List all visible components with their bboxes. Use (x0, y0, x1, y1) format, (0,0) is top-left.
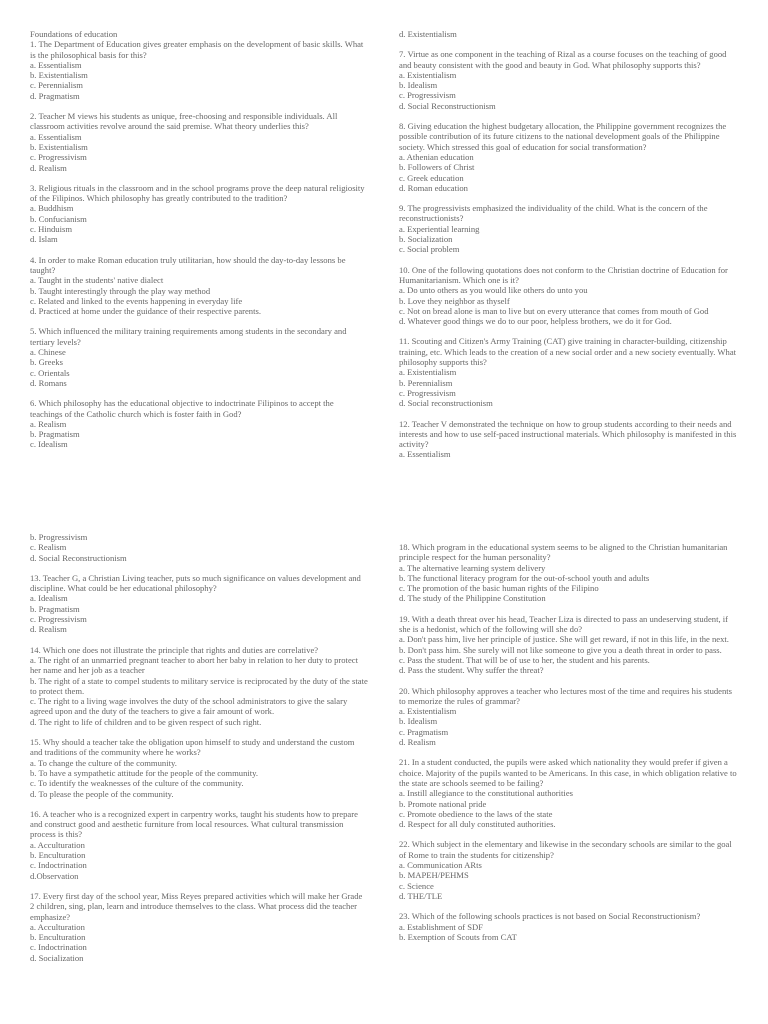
answer-option: c. Pragmatism (399, 726, 449, 737)
question-list (30, 39, 368, 449)
question-text: 20. Which philosophy approves a teacher who lectures most of the time and requires his students to memorize the rules of grammar? (399, 685, 733, 706)
document-title: Foundations of education (30, 29, 118, 39)
answer-option: b. Followers of Christ (399, 162, 475, 173)
answer-option: b. Greeks (30, 357, 63, 368)
answer-option: c. The right to a living wage involves the duty of the school administrators to give the salary agreed upon and the duty of the teachers to give a fair amount of work. (30, 696, 348, 717)
answer-option: d. Realism (399, 737, 436, 748)
answer-option: b. The functional literacy program for the out-of-school youth and adults (399, 572, 650, 583)
question-text: 17. Every first day of the school year, Miss Reyes prepared activities which will make her Grade 2 children, sing, plan, learn and introduce themselves to the class. What process did the teacher emphasize? (30, 890, 363, 922)
answer-option: d. THE/TLE (399, 890, 443, 901)
question-text: 18. Which program in the educational system seems to be aligned to the Christian humanitarian principle respect for the human personality? (399, 542, 728, 563)
answer-option: a. Athenian education (399, 151, 474, 162)
question-block (30, 573, 368, 635)
answer-option: b. Confucianism (30, 213, 87, 224)
answer-option: c. Pass the student. That will be of use to her, the student and his parents. (399, 654, 650, 665)
answer-option: a. Communication ARts (399, 860, 482, 871)
question-block (399, 49, 739, 111)
continued-option: d. Existentialism (399, 29, 457, 39)
answer-option: d. Realism (30, 624, 67, 635)
question-block (399, 203, 739, 254)
answer-option: b. Taught interestingly through the play way method (30, 285, 211, 296)
answer-option: c. Not on bread alone is man to live but on every utterance that comes from mouth of God (399, 305, 709, 316)
answer-option: d. The study of the Philippine Constitution (399, 593, 546, 604)
answer-option: c. Orientals (30, 367, 70, 378)
answer-option: a. Chinese (30, 347, 66, 358)
question-block (399, 686, 739, 748)
question-text: 22. Which subject in the elementary and likewise in the secondary schools are similar to the goal of Rome to train the students for citizenship? (399, 839, 732, 860)
answer-option: b. Promote national pride (399, 798, 487, 809)
answer-option: d. Realism (30, 162, 67, 173)
question-text: 3. Religious rituals in the classroom and in the school programs prove the deep natural religiosity of the Filipinos. Which philosophy has greatly contributed to the tradition? (30, 182, 365, 204)
answer-option: a. Instill allegiance to the constitutional authorities (399, 788, 573, 799)
answer-option: d.Observation (30, 870, 79, 881)
continued-option: c. Realism (30, 542, 67, 553)
answer-option: d. Islam (30, 234, 58, 245)
answer-option: c. Progressivism (30, 614, 87, 625)
answer-option: a. To change the culture of the community. (30, 757, 177, 768)
answer-option: c. Related and linked to the events happening in everyday life (30, 295, 243, 306)
question-block (30, 111, 368, 173)
question-block (30, 255, 368, 317)
answer-option: a. Idealism (30, 593, 68, 604)
question-block (30, 809, 368, 881)
question-text: 13. Teacher G, a Christian Living teacher, puts so much significance on values development and discipline. What could be her educational philosophy? (30, 572, 361, 594)
answer-option: d. Pragmatism (30, 90, 80, 101)
answer-option: a. Realism (30, 418, 67, 429)
answer-option: c. Perennialism (30, 80, 83, 91)
answer-option: b. The right of a state to compel students to military service is reciprocated by the duty of the state to protect them. (30, 675, 368, 696)
question-text: 23. Which of the following schools practices is not based on Social Reconstructionism? (399, 911, 701, 922)
question-block (399, 121, 739, 193)
answer-option: c. Indoctrination (30, 860, 87, 871)
answer-option: d. Respect for all duly constituted authorities. (399, 819, 556, 830)
answer-option: b. Existentialism (30, 70, 88, 81)
question-text: 19. With a death threat over his head, Teacher Liza is directed to pass an undeserving student, if she is a hedonist, which of the following will she do? (399, 613, 729, 635)
question-text: 2. Teacher M views his students as unique, free-choosing and responsible individuals. All classroom activities revolve around the said premise. What theory underlies this? (30, 111, 338, 132)
answer-option: c. Indoctrination (30, 942, 87, 953)
question-block (399, 911, 739, 942)
question-block (30, 183, 368, 245)
question-text: 4. In order to make Roman education truly utilitarian, how should the day-to-day lessons be taught? (30, 254, 346, 275)
question-text: 10. One of the following quotations does not conform to the Christian doctrine of Education for Humanitarianism. Which one is it? (399, 264, 728, 285)
question-block (399, 542, 739, 604)
answer-option: c. Social problem (399, 244, 460, 255)
answer-option: c. Greek education (399, 172, 464, 183)
page2-right-column (399, 542, 739, 952)
answer-option: a. Essentialism (30, 59, 82, 70)
page2-left-column (30, 532, 368, 973)
continued-option: d. Social Reconstructionism (30, 552, 127, 563)
answer-option: b. Perennialism (399, 377, 453, 388)
answer-option: c. Hinduism (30, 224, 73, 235)
question-text: 7. Virtue as one component in the teaching of Rizal as a course focuses on the teaching of good and beauty consistent with the good and beauty in God. What philosophy supports this? (399, 49, 727, 70)
question-block (30, 645, 368, 727)
answer-option: d. Social reconstructionism (399, 398, 493, 409)
answer-option: a. Don't pass him, live her principle of justice. She will get reward, if not in this life, in the next. (399, 634, 729, 645)
answer-option: d. Pass the student. Why suffer the threat? (399, 665, 544, 676)
answer-option: a. Existentialism (399, 69, 457, 80)
page1-right-column (399, 29, 739, 470)
question-text: 12. Teacher V demonstrated the technique on how to group students according to their needs and interests and how to use self-paced instructional materials. Which philosophy is manifested in this activity? (399, 418, 737, 450)
question-text: 11. Scouting and Citizen's Army Training (CAT) give training in character-building, citizenship training, etc. Which leads to the creation of a new social order and a new society eventually. What philosophy supports this? (399, 336, 737, 368)
question-block (399, 419, 739, 460)
answer-option: d. The right to life of children and to be given respect of such right. (30, 716, 262, 727)
answer-option: c. To identify the weaknesses of the culture of the community. (30, 778, 244, 789)
answer-option: a. Acculturation (30, 921, 85, 932)
answer-option: b. Exemption of Scouts from CAT (399, 931, 517, 942)
question-text: 9. The progressivists emphasized the individuality of the child. What is the concern of the reconstructionists? (399, 203, 708, 224)
answer-option: b. Pragmatism (30, 429, 80, 440)
answer-option: b. Existentialism (30, 141, 88, 152)
page1-left-column (30, 29, 368, 460)
answer-option: c. Idealism (30, 439, 68, 450)
answer-option: b. Idealism (399, 716, 438, 727)
continued-options (30, 532, 368, 563)
answer-option: b. Enculturation (30, 932, 86, 943)
answer-option: c. The promotion of the basic human rights of the Filipino (399, 583, 599, 594)
question-block (30, 326, 368, 388)
answer-option: a. Existentialism (399, 367, 457, 378)
question-list (399, 542, 739, 942)
answer-option: d. Socialization (30, 952, 84, 963)
answer-option: a. The alternative learning system delivery (399, 562, 546, 573)
answer-option: b. Socialization (399, 234, 453, 245)
answer-option: a. Experiential learning (399, 223, 480, 234)
question-block (399, 757, 739, 829)
question-text: 21. In a student conducted, the pupils were asked which nationality they would prefer if given a choice. Majority of the pupils wanted to be Americans. In this case, in which obligation relative to the state are schools seemed to be failing? (399, 757, 737, 788)
answer-option: c. Promote obedience to the laws of the state (399, 808, 553, 819)
answer-option: d. Romans (30, 377, 67, 388)
answer-option: b. Enculturation (30, 850, 86, 861)
answer-option: b. Pragmatism (30, 603, 80, 614)
answer-option: c. Science (399, 880, 434, 891)
question-text: 8. Giving education the highest budgetary allocation, the Philippine government recognizes the possible contribution of its future citizens to the national development goals of the Philippine society. Which stressed this goal of education for social transformation? (399, 121, 727, 152)
answer-option: a. Establishment of SDF (399, 921, 484, 932)
question-text: 5. Which influenced the military training requirements among students in the secondary and tertiary levels? (30, 326, 347, 347)
answer-option: b. To have a sympathetic attitude for the people of the community. (30, 767, 259, 778)
answer-option: d. Whatever good things we do to our poor, helpless brothers, we do it for God. (399, 316, 672, 327)
answer-option: b. MAPEH/PEHMS (399, 870, 469, 881)
question-list (30, 573, 368, 963)
question-block (399, 839, 739, 901)
answer-option: d. Social Reconstructionism (399, 100, 496, 111)
answer-option: b. Idealism (399, 80, 438, 91)
answer-option: a. Essentialism (399, 449, 451, 460)
answer-option: c. Progressivism (30, 152, 87, 163)
answer-option: a. Taught in the students' native dialect (30, 275, 164, 286)
answer-option: c. Progressivism (399, 387, 456, 398)
question-block (399, 336, 739, 408)
answer-option: a. Do unto others as you would like others do unto you (399, 285, 588, 296)
question-text: 1. The Department of Education gives greater emphasis on the development of basic skills. What is the philosophical basis for this? (30, 39, 364, 60)
answer-option: d. Practiced at home under the guidance of their respective parents. (30, 306, 261, 317)
question-text: 6. Which philosophy has the educational objective to indoctrinate Filipinos to accept the teachings of the Catholic church which is foster faith in God? (30, 398, 334, 419)
answer-option: a. Existentialism (399, 706, 457, 717)
answer-option: a. Buddhism (30, 203, 74, 214)
question-block (30, 891, 368, 963)
question-text: 14. Which one does not illustrate the principle that rights and duties are correlative? (30, 644, 319, 655)
question-block (30, 39, 368, 101)
answer-option: b. Love they neighbor as thyself (399, 295, 510, 306)
answer-option: b. Don't pass him. She surely will not like someone to give you a death threat in order to pass. (399, 644, 722, 655)
continued-option: b. Progressivism (30, 532, 88, 542)
answer-option: d. To please the people of the community. (30, 788, 174, 799)
answer-option: c. Progressivism (399, 90, 456, 101)
answer-option: a. The right of an unmarried pregnant teacher to abort her baby in relation to her duty to protect her name and her job as a teacher (30, 654, 358, 676)
answer-option: a. Acculturation (30, 839, 85, 850)
question-block (30, 398, 368, 449)
question-block (399, 614, 739, 676)
question-list (399, 49, 739, 459)
question-block (30, 737, 368, 799)
answer-option: d. Roman education (399, 182, 468, 193)
answer-option: a. Essentialism (30, 131, 82, 142)
question-text: 16. A teacher who is a recognized expert in carpentry works, taught his students how to prepare and construct good and aesthetic furniture from local resources. What cultural transmission process is this? (30, 808, 358, 840)
question-block (399, 265, 739, 327)
question-text: 15. Why should a teacher take the obligation upon himself to study and understand the custom and traditions of the community where he works? (30, 737, 355, 758)
